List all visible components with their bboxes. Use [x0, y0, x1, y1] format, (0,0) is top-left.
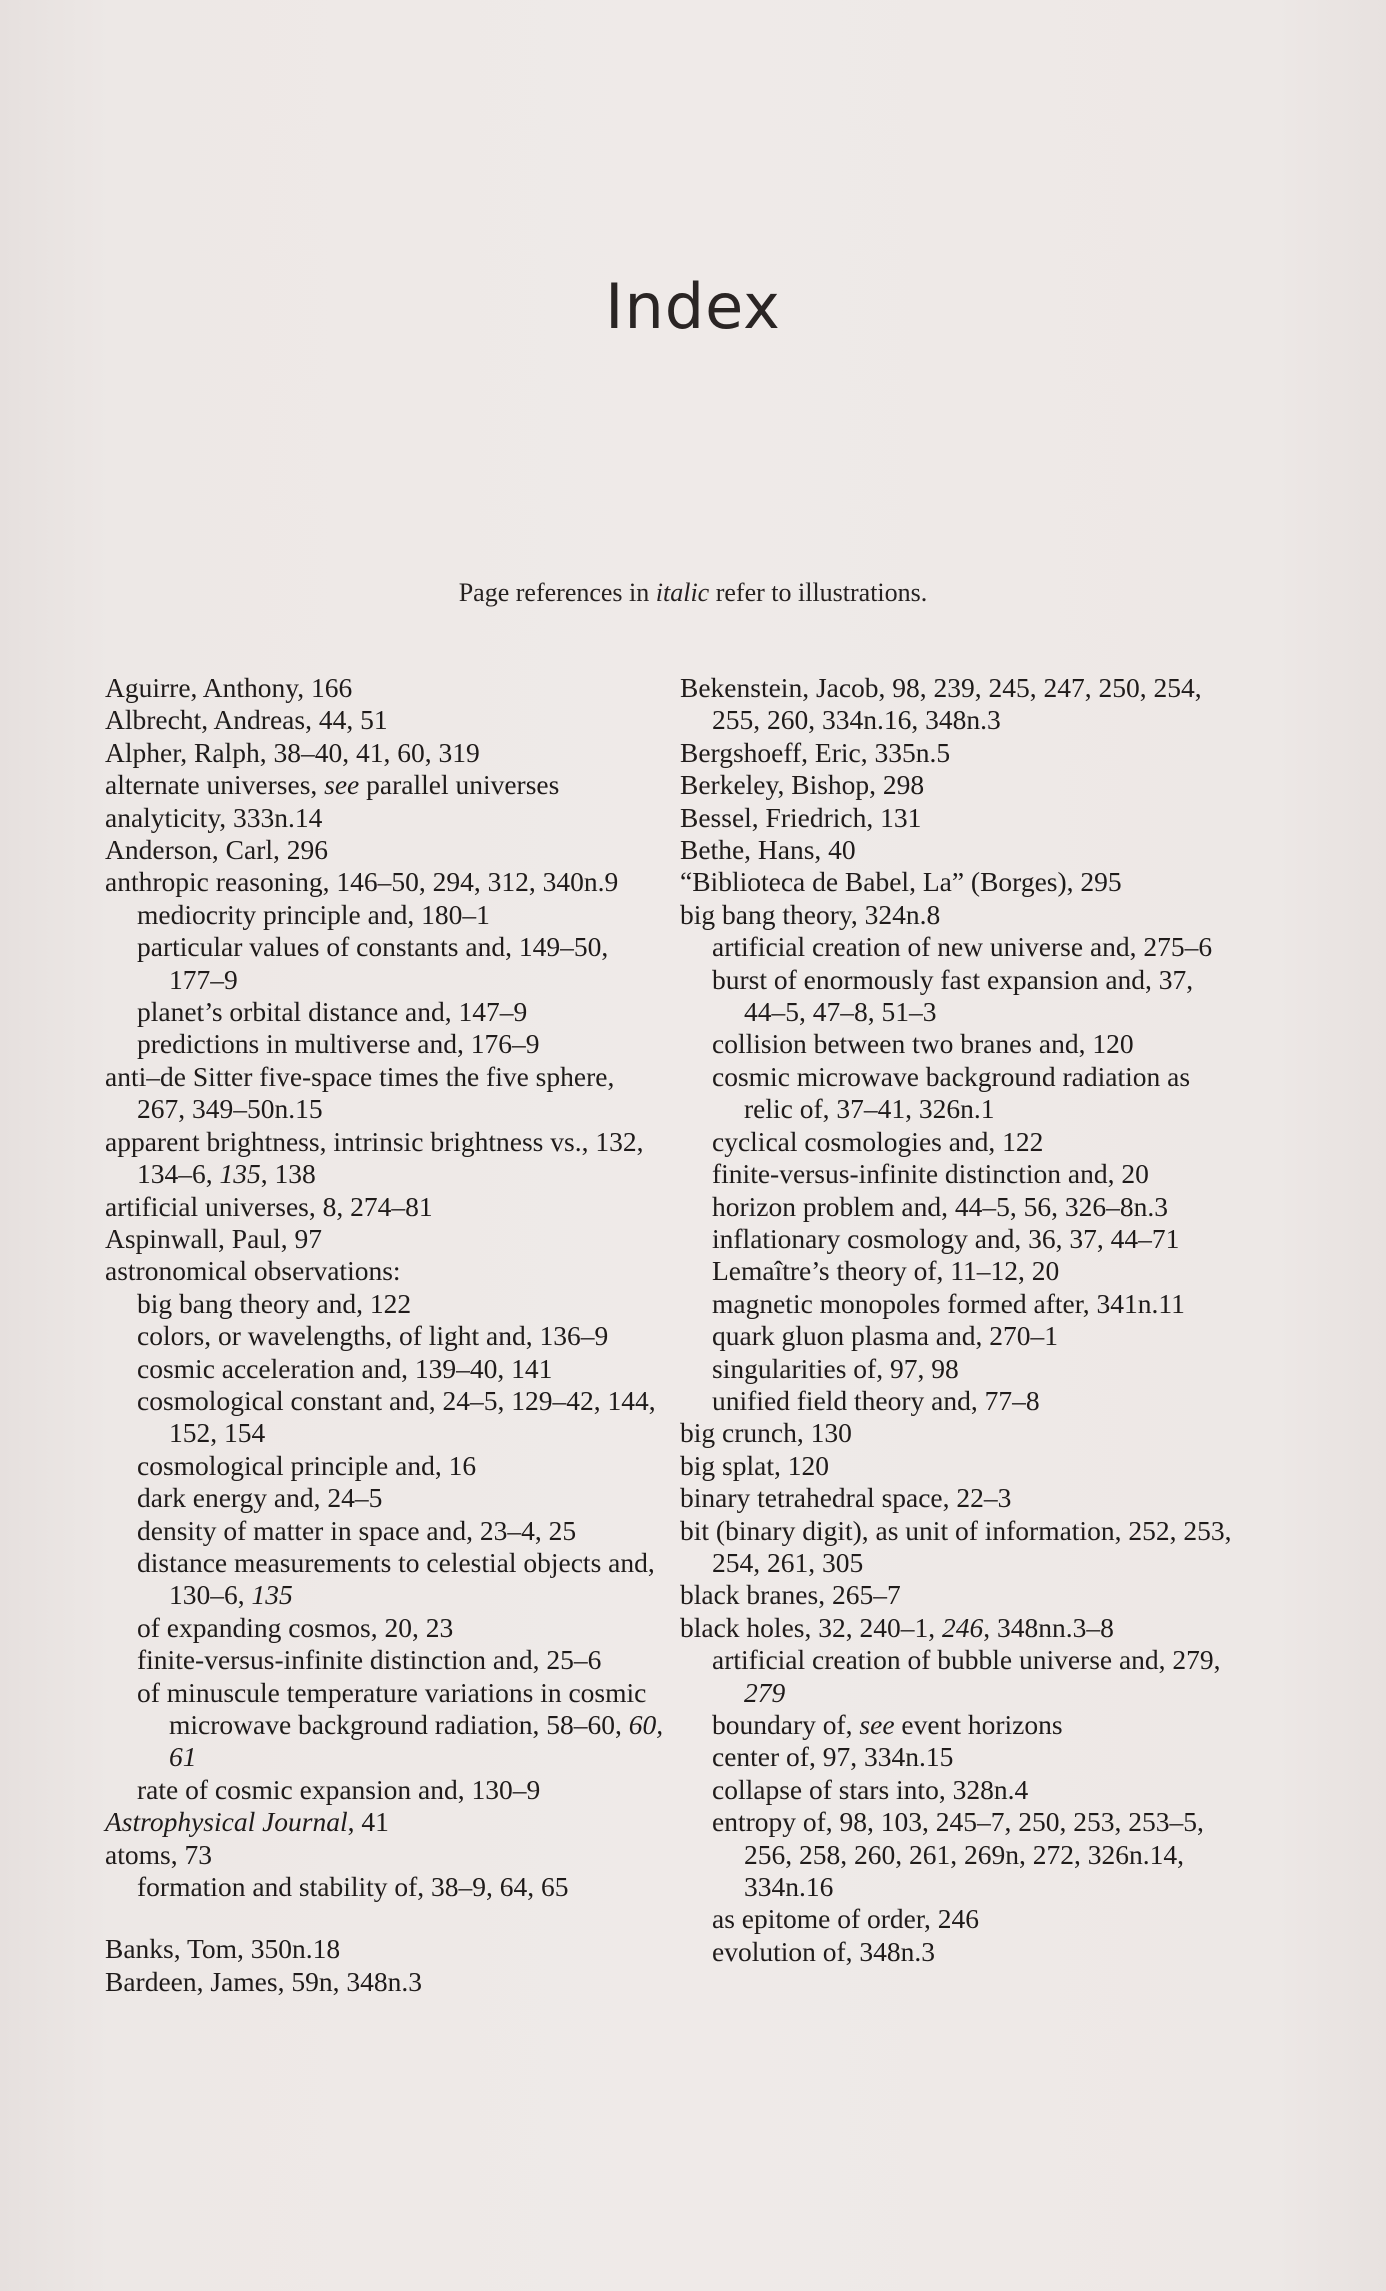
index-entry	[105, 1933, 665, 1965]
index-entry	[105, 1126, 665, 1191]
entry-text: rate of cosmic expansion and, 130–9	[137, 1773, 541, 1805]
entry-text: horizon problem and, 44–5, 56, 326–8n.3	[712, 1190, 1168, 1222]
entry-text: formation and stability of, 38–9, 64, 65	[137, 1871, 569, 1903]
index-subentry	[105, 1515, 665, 1547]
entry-text: big bang theory, 324n.8	[680, 898, 941, 930]
entry-text: cyclical cosmologies and, 122	[712, 1125, 1044, 1157]
entry-text: Bekenstein, Jacob, 98, 239, 245, 247, 250, 254, 255, 260, 334n.16, 348n.3	[680, 672, 1202, 736]
entry-text: astronomical observations:	[105, 1255, 401, 1287]
index-subentry	[105, 1547, 665, 1612]
index-subentry	[680, 1061, 1240, 1126]
page-title: Index	[605, 270, 781, 343]
index-entry	[105, 834, 665, 866]
entry-text: evolution of, 348n.3	[712, 1935, 936, 1967]
entry-text: inflationary cosmology and, 36, 37, 44–71	[712, 1222, 1180, 1254]
index-subentry	[680, 1320, 1240, 1352]
entry-text: , 41	[347, 1806, 389, 1838]
index-subentry	[105, 1288, 665, 1320]
entry-text: Lemaître’s theory of, 11–12, 20	[712, 1255, 1060, 1287]
entry-italic-text: Astrophysical Journal	[105, 1806, 348, 1838]
index-entry	[105, 1061, 665, 1126]
entry-italic-text: see	[324, 769, 360, 801]
entry-italic-text: 60, 61	[169, 1709, 664, 1773]
index-subentry	[105, 996, 665, 1028]
entry-text: Banks, Tom, 350n.18	[105, 1933, 341, 1965]
entry-text: Bessel, Friedrich, 131	[680, 801, 922, 833]
index-subentry	[105, 1482, 665, 1514]
index-subentry	[680, 1191, 1240, 1223]
entry-text: magnetic monopoles formed after, 341n.11	[712, 1287, 1185, 1319]
index-entry	[105, 1191, 665, 1223]
entry-text: unified field theory and, 77–8	[712, 1384, 1040, 1416]
index-subentry	[105, 1028, 665, 1060]
italic-note	[0, 578, 1386, 608]
entry-text: binary tetrahedral space, 22–3	[680, 1482, 1012, 1514]
entry-text: cosmic microwave background radiation as relic of, 37–41, 326n.1	[712, 1060, 1191, 1125]
index-entry	[105, 1839, 665, 1871]
index-subentry	[680, 1709, 1240, 1741]
entry-text: black branes, 265–7	[680, 1579, 901, 1611]
index-column-right	[680, 672, 1240, 1968]
index-subentry	[680, 931, 1240, 963]
index-entry	[105, 769, 665, 801]
index-subentry	[105, 1612, 665, 1644]
index-entry	[680, 866, 1240, 898]
entry-text: collision between two branes and, 120	[712, 1028, 1134, 1060]
index-subentry	[105, 1385, 665, 1450]
index-subentry	[680, 1774, 1240, 1806]
index-subentry	[680, 1936, 1240, 1968]
entry-text: density of matter in space and, 23–4, 25	[137, 1514, 577, 1546]
index-entry	[680, 672, 1240, 737]
entry-text: alternate universes,	[105, 769, 325, 801]
index-subentry	[680, 1644, 1240, 1709]
note-text-start: Page references in	[458, 578, 656, 607]
entry-text: finite-versus-infinite distinction and, 25–6	[137, 1644, 602, 1676]
index-subentry	[680, 1158, 1240, 1190]
entry-text: big crunch, 130	[680, 1417, 852, 1449]
entry-text: cosmological constant and, 24–5, 129–42, 144, 152, 154	[137, 1384, 656, 1449]
entry-text: , 348nn.3–8	[983, 1611, 1114, 1643]
entry-italic-text: 135	[251, 1579, 293, 1611]
entry-text: atoms, 73	[105, 1838, 212, 1870]
entry-italic-text: 279	[744, 1676, 786, 1708]
entry-text: Bergshoeff, Eric, 335n.5	[680, 736, 951, 768]
index-entry	[105, 1255, 665, 1287]
entry-text: of minuscule temperature variations in cosmic microwave background radiation, 58–60,	[137, 1676, 647, 1740]
index-subentry	[105, 1353, 665, 1385]
index-subentry	[680, 1288, 1240, 1320]
index-entry	[105, 737, 665, 769]
index-entry	[105, 866, 665, 898]
index-subentry	[680, 1223, 1240, 1255]
entry-text: collapse of stars into, 328n.4	[712, 1773, 1029, 1805]
index-entry	[105, 1223, 665, 1255]
index-entry	[680, 1417, 1240, 1449]
index-subentry	[105, 1871, 665, 1903]
entry-text: anthropic reasoning, 146–50, 294, 312, 340n.9	[105, 866, 619, 898]
index-subentry	[680, 1028, 1240, 1060]
entry-text: entropy of, 98, 103, 245–7, 250, 253, 253–5, 256, 258, 260, 261, 269n, 272, 326n.14, 334n.16	[712, 1806, 1204, 1903]
entry-text: particular values of constants and, 149–50, 177–9	[137, 931, 609, 995]
index-subentry	[105, 1774, 665, 1806]
index-subentry	[680, 1255, 1240, 1287]
index-entry	[680, 1515, 1240, 1580]
entry-gap	[105, 1903, 665, 1933]
entry-text: quark gluon plasma and, 270–1	[712, 1320, 1058, 1352]
entry-text: event horizons	[894, 1709, 1063, 1740]
entry-text: “Biblioteca de Babel, La” (Borges), 295	[680, 866, 1122, 898]
entry-text: dark energy and, 24–5	[137, 1482, 383, 1514]
entry-text: burst of enormously fast expansion and, 37, 44–5, 47–8, 51–3	[712, 963, 1194, 1028]
index-column-left	[105, 672, 665, 1998]
index-entry	[680, 834, 1240, 866]
entry-text: artificial creation of bubble universe and, 279,	[712, 1644, 1221, 1676]
entry-text: boundary of,	[712, 1709, 860, 1740]
index-entry	[680, 769, 1240, 801]
entry-text: Aspinwall, Paul, 97	[105, 1222, 322, 1254]
entry-italic-text: 246	[941, 1611, 984, 1643]
entry-text: of expanding cosmos, 20, 23	[137, 1611, 454, 1643]
entry-text: , 138	[260, 1158, 316, 1190]
entry-text: parallel universes	[359, 769, 560, 801]
entry-text: anti–de Sitter five-space times the five sphere, 267, 349–50n.15	[105, 1060, 615, 1125]
entry-text: singularities of, 97, 98	[712, 1352, 959, 1384]
note-text-italic: italic	[655, 578, 710, 607]
index-subentry	[105, 1677, 665, 1774]
index-entry	[680, 899, 1240, 931]
entry-text: apparent brightness, intrinsic brightness vs., 132, 134–6,	[105, 1125, 644, 1190]
entry-text: distance measurements to celestial objects and, 130–6,	[137, 1546, 655, 1611]
entry-text: cosmological principle and, 16	[137, 1449, 477, 1481]
entry-text: colors, or wavelengths, of light and, 136–9	[137, 1320, 609, 1352]
index-subentry	[105, 931, 665, 996]
index-entry	[105, 1966, 665, 1998]
entry-text: big splat, 120	[680, 1449, 829, 1481]
entry-text: Aguirre, Anthony, 166	[105, 672, 353, 703]
index-entry	[680, 802, 1240, 834]
index-subentry	[105, 1320, 665, 1352]
index-entry	[105, 802, 665, 834]
entry-italic-text: see	[859, 1709, 895, 1740]
entry-text: mediocrity principle and, 180–1	[137, 898, 490, 930]
index-entry	[680, 1579, 1240, 1611]
index-subentry	[105, 1450, 665, 1482]
entry-text: artificial creation of new universe and, 275–6	[712, 931, 1213, 963]
index-subentry	[680, 1741, 1240, 1773]
index-entry	[105, 672, 665, 704]
entry-text: bit (binary digit), as unit of information, 252, 253, 254, 261, 305	[680, 1514, 1232, 1578]
index-entry	[105, 704, 665, 736]
entry-text: Alpher, Ralph, 38–40, 41, 60, 319	[105, 736, 480, 768]
index-entry	[680, 1450, 1240, 1482]
entry-text: Anderson, Carl, 296	[105, 834, 329, 866]
entry-text: artificial universes, 8, 274–81	[105, 1190, 433, 1222]
entry-text: analyticity, 333n.14	[105, 801, 323, 833]
index-subentry	[680, 1126, 1240, 1158]
entry-text: Berkeley, Bishop, 298	[680, 769, 925, 801]
entry-text: big bang theory and, 122	[137, 1287, 412, 1319]
entry-text: center of, 97, 334n.15	[712, 1741, 954, 1773]
index-subentry	[105, 899, 665, 931]
index-subentry	[680, 1385, 1240, 1417]
entry-text: predictions in multiverse and, 176–9	[137, 1028, 540, 1060]
entry-text: as epitome of order, 246	[712, 1903, 979, 1935]
index-entry	[105, 1806, 665, 1838]
entry-text: cosmic acceleration and, 139–40, 141	[137, 1352, 553, 1384]
entry-italic-text: 135	[219, 1158, 261, 1190]
entry-text: Albrecht, Andreas, 44, 51	[105, 704, 388, 736]
index-subentry	[680, 1353, 1240, 1385]
index-subentry	[680, 1806, 1240, 1903]
entry-text: finite-versus-infinite distinction and, 20	[712, 1158, 1149, 1190]
index-subentry	[680, 1903, 1240, 1935]
index-subentry	[105, 1644, 665, 1676]
entry-text: Bethe, Hans, 40	[680, 834, 856, 866]
index-entry	[680, 1612, 1240, 1644]
entry-text: Bardeen, James, 59n, 348n.3	[105, 1965, 422, 1997]
note-text-end: refer to illustrations.	[709, 578, 928, 607]
entry-text: planet’s orbital distance and, 147–9	[137, 996, 528, 1028]
index-entry	[680, 1482, 1240, 1514]
entry-text: black holes, 32, 240–1,	[680, 1611, 942, 1643]
index-entry	[680, 737, 1240, 769]
index-subentry	[680, 964, 1240, 1029]
